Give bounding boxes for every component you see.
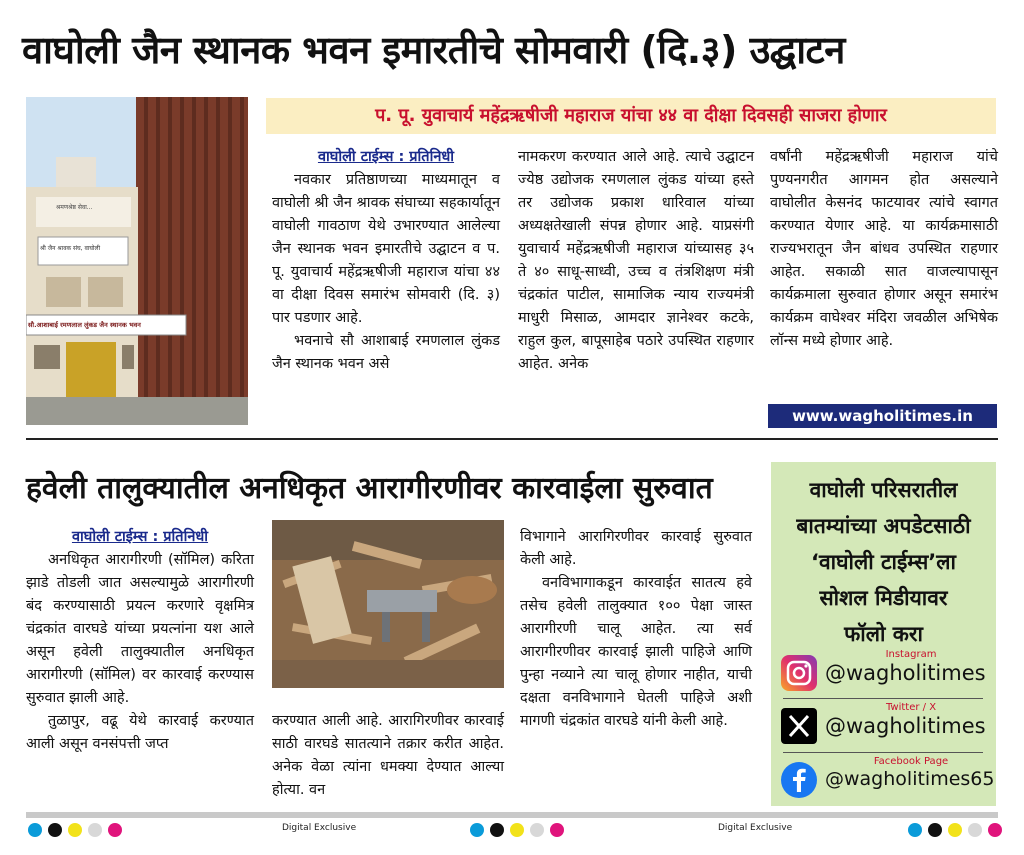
registration-dot bbox=[510, 823, 524, 837]
sidebar-title-line: फॉलो करा bbox=[844, 622, 923, 646]
social-separator bbox=[783, 752, 983, 753]
facebook-handle[interactable]: @wagholitimes65 bbox=[825, 768, 995, 790]
article1-column-3 bbox=[770, 146, 998, 353]
twitter-row[interactable] bbox=[771, 702, 996, 752]
sidebar-title-line: सोशल मिडीयावर bbox=[819, 586, 948, 610]
sign-top: श्रमणश्रेष्ठ सेवा... bbox=[56, 204, 93, 211]
article2-byline: वाघोली टाईम्स : प्रतिनिधी bbox=[71, 529, 209, 545]
registration-dot bbox=[928, 823, 942, 837]
article2-column-2 bbox=[272, 710, 504, 802]
registration-dot bbox=[470, 823, 484, 837]
registration-dot bbox=[908, 823, 922, 837]
article2-paragraph: तुळापुर, वढू येथे कारवाई करण्यात आली असून वनसंपत्ती जप्त bbox=[26, 713, 254, 752]
article1-paragraph: वर्षांनी महेंद्रऋषीजी महाराज यांचे पुण्यनगरीत आगमन होत असल्याने वाघोलीत केसनंद फाटयावर त्यांचे स्वागत करण्यात येणार आहे. या कार्यक्रमासाठी राज्यभरातून जैन बांधव उपस्थित राहणार आहेत. सकाळी सात वाजल्यापासून कार्यक्रमाला सुरुवात होणार असून समारंभ कार्यक्रम वाघेश्वर मंदिरा जवळील अभिषेक लॉन्स मध्ये होणार आहे. bbox=[770, 149, 998, 349]
sidebar-title bbox=[771, 462, 996, 652]
sign-bhavan: सौ.आशाबाई रमणलाल लुंकड जैन स्थानक भवन bbox=[28, 321, 141, 329]
instagram-row[interactable] bbox=[771, 649, 996, 699]
footer-label-left: Digital Exclusive bbox=[282, 823, 357, 833]
registration-marks-left bbox=[28, 823, 122, 837]
registration-dot bbox=[968, 823, 982, 837]
article2-column-3 bbox=[520, 526, 752, 733]
article1-paragraph: नामकरण करण्यात आले आहे. त्याचे उद्घाटन ज्येष्ठ उद्योजक रमणलाल लुंकड यांच्या हस्ते तर उद्योजक प्रकाश धारिवाल यांच्या अध्यक्षतेखाली संपन्न होणार आहे. याप्रसंगी युवाचार्य महेंद्रऋषीजी महाराज यांच्यासह ३५ ते ४० साधू-साध्वी, उच्च व तंत्रशिक्षण मंत्री चंद्रकांत पाटील, सामाजिक न्याय राज्यमंत्री माधुरी मिसाळ, आमदार ज्ञानेश्वर कटके, राहुल कुल, बापूसाहेब पठारे उपस्थित राहणार आहेत. अनेक bbox=[518, 149, 754, 372]
social-follow-sidebar bbox=[771, 462, 996, 806]
article1-column-2 bbox=[518, 146, 754, 376]
article2-paragraph: विभागाने आरागिरणीवर कारवाई सुरुवात केली आहे. bbox=[520, 529, 752, 568]
footer-label-right: Digital Exclusive bbox=[718, 823, 793, 833]
article2-paragraph: अनधिकृत आरागीरणी (सॉमिल) करिता झाडे तोडली जात असल्यामुळे आरागीरणी बंद करण्यासाठी प्रयत्न करणारे वृक्षमित्र चंद्रकांत वारघडे यांच्या प्रयत्नांना यश आले असून हवेली तालुक्यातील अनधिकृत आरागीरणी (सॉमिल) वर कारवाई करण्यास सुरुवात झाली आहे. bbox=[26, 552, 254, 706]
registration-dot bbox=[28, 823, 42, 837]
registration-dot bbox=[550, 823, 564, 837]
article2-paragraph: वनविभागाकडून कारवाईत सातत्य हवे तसेच हवेली तालुक्यात १०० पेक्षा जास्त आरागीरणी चालू आहेत. त्या सर्व आरागीरणीवर कारवाई झाली पाहिजे आणि पुन्हा नव्याने त्या चालू होणार नाहीत, याची दक्षता वनविभागाने घेतली पाहिजे अशी मागणी चंद्रकांत वारघडे यांनी केली आहे. bbox=[520, 575, 752, 729]
second-headline: हवेली तालुक्यातील अनधिकृत आरागीरणीवर कारवाईला सुरुवात bbox=[26, 471, 713, 506]
facebook-row[interactable] bbox=[771, 756, 996, 806]
registration-dot bbox=[108, 823, 122, 837]
twitter-handle[interactable]: @wagholitimes bbox=[825, 714, 986, 738]
facebook-icon bbox=[781, 762, 817, 798]
sidebar-title-line: बातम्यांच्या अपडेटसाठी bbox=[796, 514, 971, 538]
bottom-rule bbox=[26, 812, 998, 818]
website-link[interactable]: www.wagholitimes.in bbox=[768, 404, 997, 428]
instagram-label: Instagram bbox=[885, 649, 937, 660]
sidebar-title-line: ‘वाघोली टाईम्स’ला bbox=[811, 550, 956, 574]
instagram-handle[interactable]: @wagholitimes bbox=[825, 661, 986, 685]
article1-column-1 bbox=[272, 146, 500, 376]
registration-dot bbox=[48, 823, 62, 837]
registration-dot bbox=[948, 823, 962, 837]
article1-paragraph: नवकार प्रतिष्ठाणच्या माध्यमातून व वाघोली श्री जैन श्रावक संघाच्या सहकार्यातून वाघोली गावठाण येथे उभारण्यात आलेल्या जैन स्थानक भवन इमारतीचे उद्घाटन व प. पू. युवाचार्य महेंद्रऋषीजी महाराज यांचा ४४ वा दीक्षा दिवस समारंभ सोमवारी (दि. ३) पार पडणार आहे. bbox=[272, 172, 500, 326]
registration-marks-center bbox=[470, 823, 564, 837]
twitter-label: Twitter / X bbox=[885, 702, 937, 713]
social-separator bbox=[783, 698, 983, 699]
building-photo bbox=[26, 97, 248, 425]
sawmill-photo bbox=[272, 520, 504, 688]
registration-dot bbox=[988, 823, 1002, 837]
facebook-label: Facebook Page bbox=[873, 756, 949, 767]
registration-dot bbox=[530, 823, 544, 837]
instagram-icon bbox=[781, 655, 817, 691]
main-headline: वाघोली जैन स्थानक भवन इमारतीचे सोमवारी (दि.३) उद्घाटन bbox=[22, 28, 845, 72]
registration-marks-right bbox=[908, 823, 1002, 837]
article2-column-1 bbox=[26, 526, 254, 756]
x-twitter-icon bbox=[781, 708, 817, 744]
sidebar-title-line: वाघोली परिसरातील bbox=[809, 478, 958, 502]
registration-dot bbox=[88, 823, 102, 837]
sign-sangh: श्री जैन श्रावक संघ, वाघोली bbox=[40, 245, 101, 252]
sub-headline-banner: प. पू. युवाचार्य महेंद्रऋषीजी महाराज यांचा ४४ वा दीक्षा दिवसही साजरा होणार bbox=[266, 98, 996, 134]
article1-paragraph: भवनाचे सौ आशाबाई रमणलाल लुंकड जैन स्थानक भवन असे bbox=[272, 333, 500, 372]
section-divider bbox=[26, 438, 998, 440]
article2-paragraph: करण्यात आली आहे. आरागिरणीवर कारवाई साठी वारघडे सातत्याने तक्रार करीत आहेत. अनेक वेळा त्यांना धमक्या देण्यात आल्या होत्या. वन bbox=[272, 713, 504, 798]
registration-dot bbox=[490, 823, 504, 837]
article1-byline: वाघोली टाईम्स : प्रतिनिधी bbox=[317, 149, 455, 165]
registration-dot bbox=[68, 823, 82, 837]
